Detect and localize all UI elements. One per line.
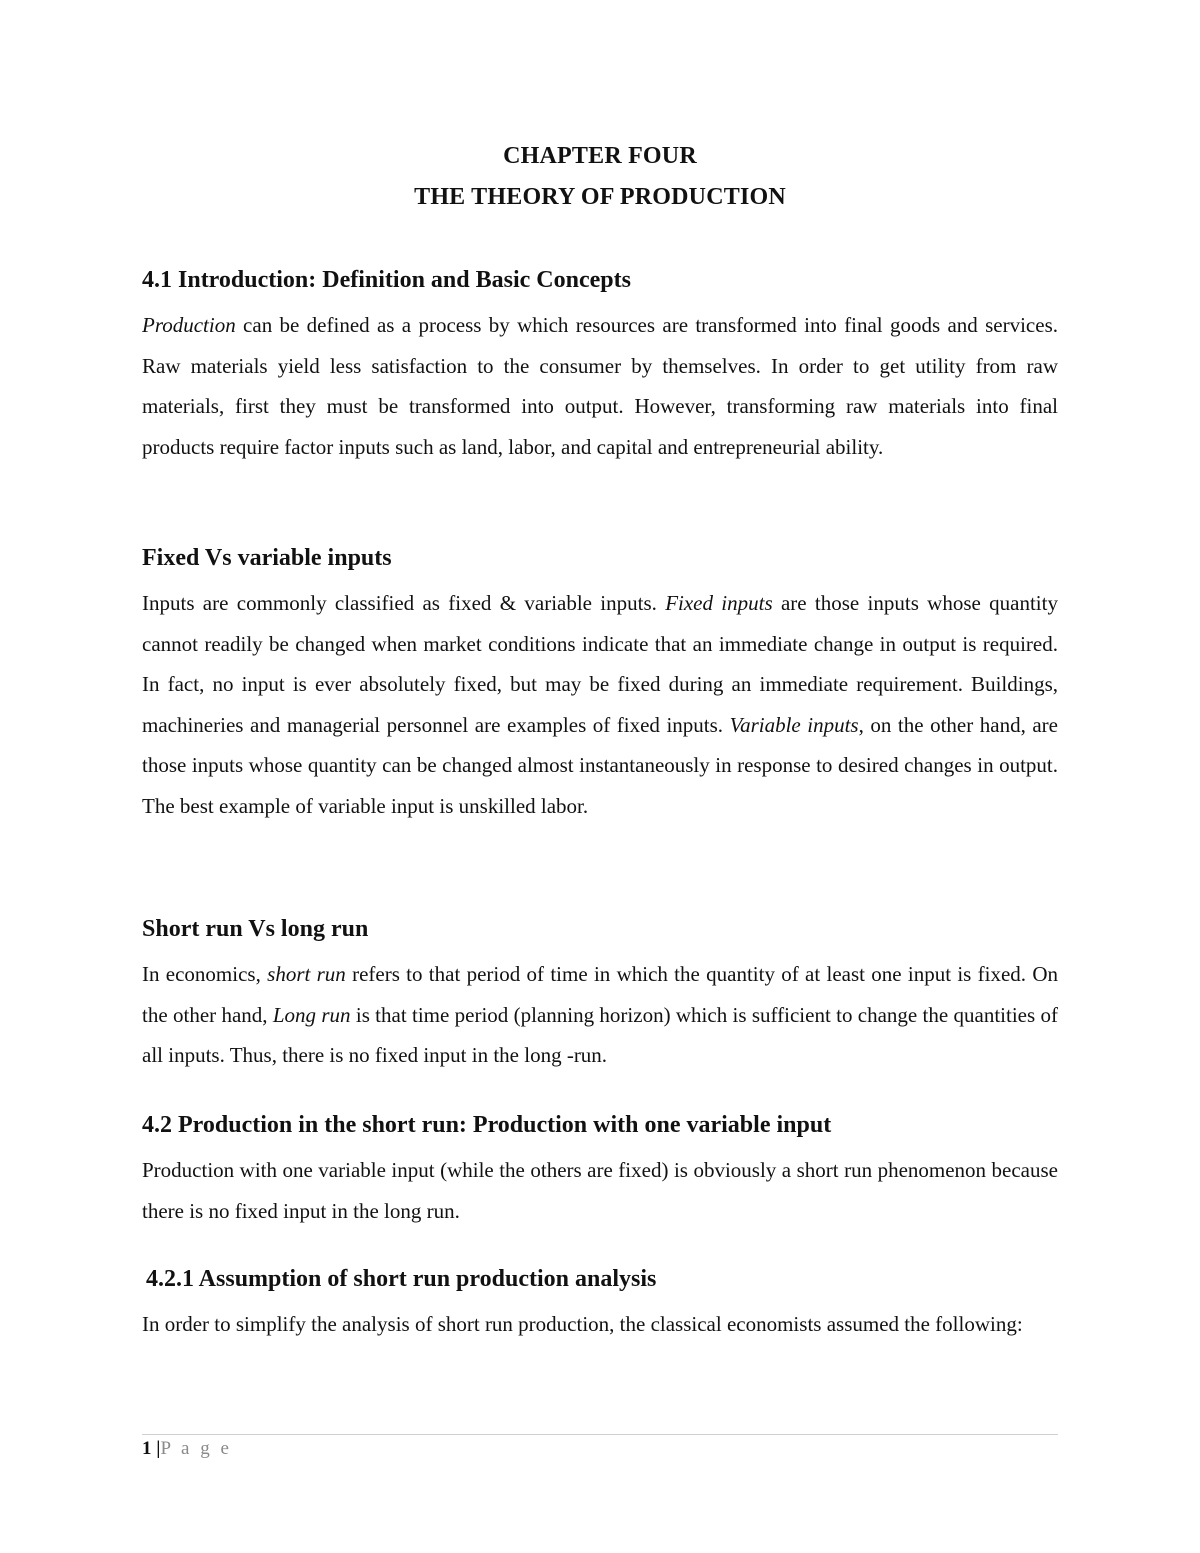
section-heading-intro: 4.1 Introduction: Definition and Basic Concepts [142, 267, 631, 293]
section-body-4-2 [142, 1150, 1058, 1231]
body-text: refers to that period of time in which the quantity of at least one input is fixed. On the other hand, [142, 962, 1058, 1027]
italic-term: Production [142, 313, 236, 337]
chapter-title: THE THEORY OF PRODUCTION [414, 184, 786, 210]
body-text: , on the other hand, are those inputs whose quantity can be changed almost instantaneously in response to desired changes in output. The best example of variable input is unskilled labor. [142, 712, 1058, 818]
body-text: is that time period (planning horizon) which is sufficient to change the quantities of all inputs. Thus, there is no fixed input in the long -run. [142, 1002, 1058, 1068]
body-text: In economics, [142, 962, 268, 986]
section-heading-short-long-run: Short run Vs long run [142, 916, 369, 942]
footer-divider [142, 1434, 1058, 1435]
page-footer [142, 1438, 232, 1460]
italic-term: Long run [272, 1002, 351, 1027]
section-body-short-long-run [142, 954, 1058, 1076]
body-text: Production with one variable input (while the others are fixed) is obviously a short run phenomenon because there is no fixed input in the long run. [142, 1158, 1058, 1223]
body-text: In order to simplify the analysis of short run production, the classical economists assumed the following: [142, 1312, 1023, 1336]
section-heading-fixed-variable: Fixed Vs variable inputs [142, 545, 392, 571]
italic-term: Fixed inputs [665, 591, 773, 615]
section-heading-4-2-1: 4.2.1 Assumption of short run production analysis [146, 1266, 657, 1292]
section-heading-4-2: 4.2 Production in the short run: Production with one variable input [142, 1112, 832, 1138]
section-body-intro [142, 305, 1058, 467]
footer-separator: | [156, 1438, 161, 1459]
body-text: are those inputs whose quantity cannot readily be changed when market conditions indicate that an immediate change in output is required. In fact, no input is ever absolutely fixed, but may be fixed during an immediate requirement. Buildings, machineries and managerial personnel are examples of fixed inputs. [142, 591, 1058, 737]
body-text: Inputs are commonly classified as fixed & variable inputs. [142, 591, 666, 615]
italic-term: Variable inputs [729, 712, 859, 737]
chapter-number: CHAPTER FOUR [503, 143, 697, 169]
section-body-4-2-1 [142, 1304, 1058, 1345]
italic-term: short run [267, 962, 346, 986]
body-text: can be defined as a process by which resources are transformed into final goods and services. Raw materials yield less satisfaction to the consumer by themselves. In order to get utility from raw materials, first they must be transformed into output. However, transforming raw materials into final products require factor inputs such as land, labor, and capital and entrepreneurial ability. [142, 313, 1058, 459]
section-body-fixed-variable [142, 583, 1058, 827]
page-number: 1 [142, 1438, 152, 1459]
page-label: P a g e [160, 1438, 232, 1459]
